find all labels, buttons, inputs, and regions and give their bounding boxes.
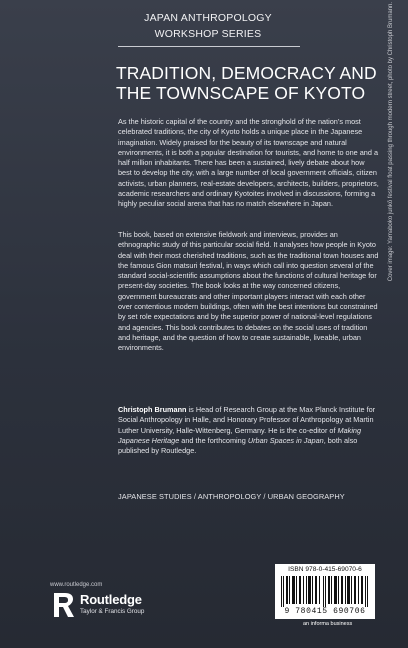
blurb-paragraph-1: As the historic capital of the country and the stronghold of the nation’s most celebrated traditions, the city of Kyoto holds a unique place in the Japanese imagination. Widely praised for the beauty of its townscape and natural environments, it is both a popular destination for tourists, and home to one and a half million inhabitants. There has been a sustained, lively debate about how best to develop the city, with a large number of local government officials, citizen activists, urban planners, real-estate developers, architects, builders, proprietors, academic researchers and ordinary Kyotoites involved in discussions, forming a highly peculiar social arena that has no match elsewhere in Japan. bbox=[118, 117, 379, 209]
author-bio-text-1: is Head of Research Group at the Max Planck Institute for Social Anthropology in Halle, and Honorary Professor of Anthropology at Martin Luther University, Halle-Wittenberg, Germany. He is the co-editor of bbox=[118, 405, 376, 435]
blurb-paragraph-2: This book, based on extensive fieldwork and interviews, provides an ethnographic study of this particular social field. It analyses how people in Kyoto deal with their most cherished traditions, such as the traditional town houses and the famous Gion matsuri festival, in ways which call into question several of the standard social-scientific assumptions about the functions of cultural heritage for present-day societies. The book looks at the way concerned citizens, government bureaucrats and other important players interact with each other over contentious modern buildings, often with the best intentions but constrained by set role expectations and by the superior power of national-level regulations and agencies. This book contributes to debates on the social uses of tradition and heritage, and the question of how to create sustainable, liveable, urban environments. bbox=[118, 230, 379, 353]
series-name: JAPAN ANTHROPOLOGY WORKSHOP SERIES bbox=[144, 12, 272, 40]
publisher-website: www.routledge.com bbox=[50, 582, 103, 588]
publisher-group: Taylor & Francis Group bbox=[80, 608, 145, 615]
author-name: Christoph Brumann bbox=[118, 405, 187, 414]
author-bio-text-3: , both also published by Routledge. bbox=[118, 435, 358, 456]
author-book-1: Making Japanese Heritage bbox=[118, 425, 362, 445]
isbn-number: ISBN 978-0-415-69070-6 bbox=[288, 566, 362, 573]
author-bio bbox=[118, 405, 380, 456]
barcode-icon bbox=[279, 576, 371, 607]
photo-credit: Cover image: Yamaboko junkō festival float passing through modern street, photo by Christoph Brumann. bbox=[388, 2, 394, 282]
divider-rule bbox=[118, 46, 300, 47]
isbn-barcode-panel bbox=[275, 564, 375, 619]
author-bio-text-2: and the forthcoming bbox=[179, 435, 248, 445]
subject-categories: JAPANESE STUDIES / ANTHROPOLOGY / URBAN GEOGRAPHY bbox=[118, 492, 345, 501]
book-title: TRADITION, DEMOCRACY AND THE TOWNSCAPE OF KYOTO bbox=[116, 63, 377, 103]
barcode-digits: 9 780415 690706 bbox=[284, 607, 366, 616]
publisher-name: Routledge bbox=[80, 592, 142, 607]
informa-tagline: an informa business bbox=[303, 621, 353, 627]
author-book-2: Urban Spaces in Japan bbox=[247, 435, 324, 445]
routledge-logo-icon bbox=[50, 590, 76, 620]
